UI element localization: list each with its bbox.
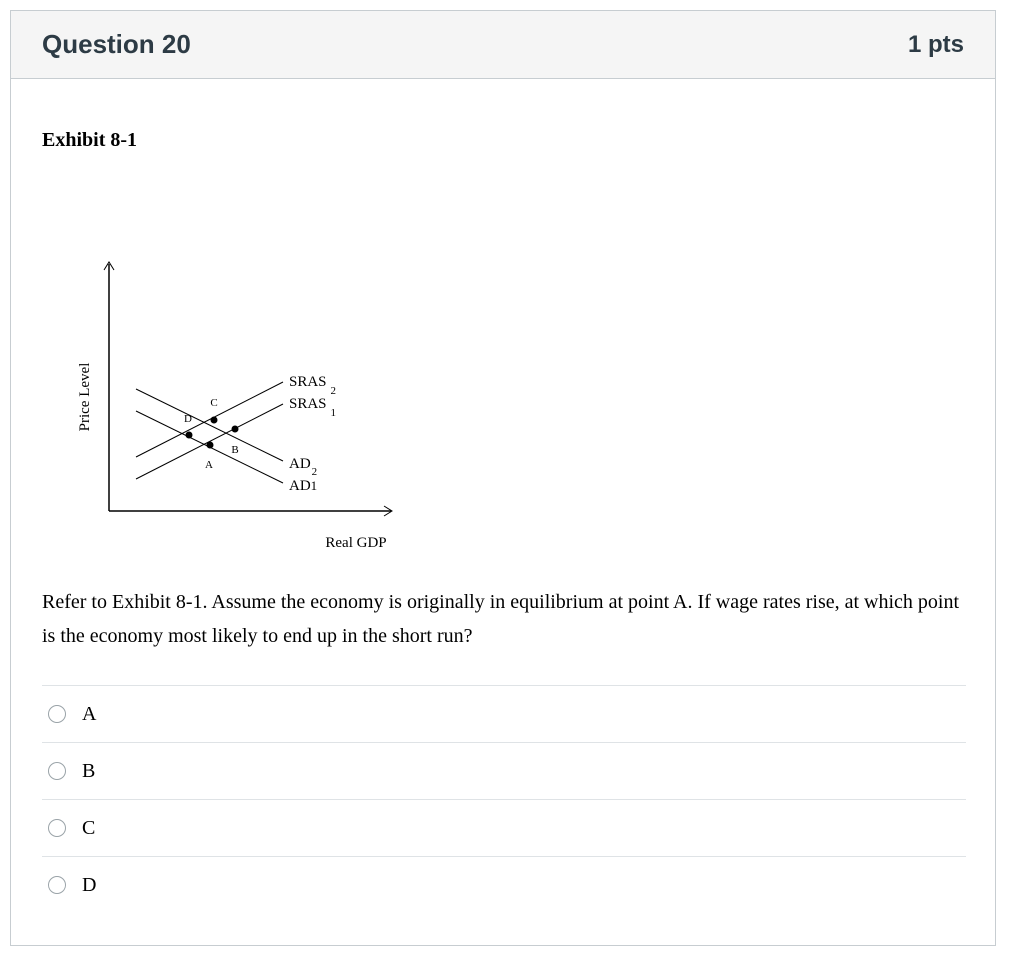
point-c-label: C [210, 397, 218, 409]
point-c-marker [211, 417, 218, 424]
answer-label: B [82, 759, 96, 782]
answer-option-c[interactable] [42, 799, 966, 856]
point-d-marker [186, 432, 193, 439]
question-header [11, 11, 995, 79]
question-points: 1 pts [907, 30, 964, 58]
answer-option-a[interactable] [42, 685, 966, 742]
ad2-label: $AD_2$ [289, 456, 318, 478]
exhibit-figure [51, 189, 411, 551]
radio-button[interactable] [48, 876, 66, 894]
answer-label: A [82, 702, 97, 725]
point-b-marker [232, 426, 239, 433]
answer-label: C [82, 816, 96, 839]
answer-option-b[interactable] [42, 742, 966, 799]
exhibit-title: Exhibit 8-1 [42, 129, 138, 151]
point-d-label: D [184, 413, 192, 425]
answer-list [42, 685, 966, 913]
sras2-label: $SRAS_2$ [289, 374, 337, 397]
question-text: Refer to Exhibit 8-1. Assume the economy is originally in equilibrium at point A. If wage rates rise, at which point is the economy most likely to end up in the short run? [42, 591, 960, 647]
x-axis-label: Real GDP [325, 535, 387, 551]
y-axis-label: Price Level [77, 362, 93, 432]
point-a-label: A [205, 459, 213, 471]
answer-label: D [82, 873, 97, 896]
sras1-label: $SRAS_1$ [289, 396, 337, 419]
ad1-label: AD1 [289, 478, 318, 494]
question-title: Question 20 [42, 29, 191, 59]
quiz-question-card [10, 10, 996, 946]
point-a-marker [207, 442, 214, 449]
radio-button[interactable] [48, 705, 66, 723]
point-b-label: B [231, 444, 239, 456]
radio-button[interactable] [48, 819, 66, 837]
answer-option-d[interactable] [42, 856, 966, 913]
radio-button[interactable] [48, 762, 66, 780]
